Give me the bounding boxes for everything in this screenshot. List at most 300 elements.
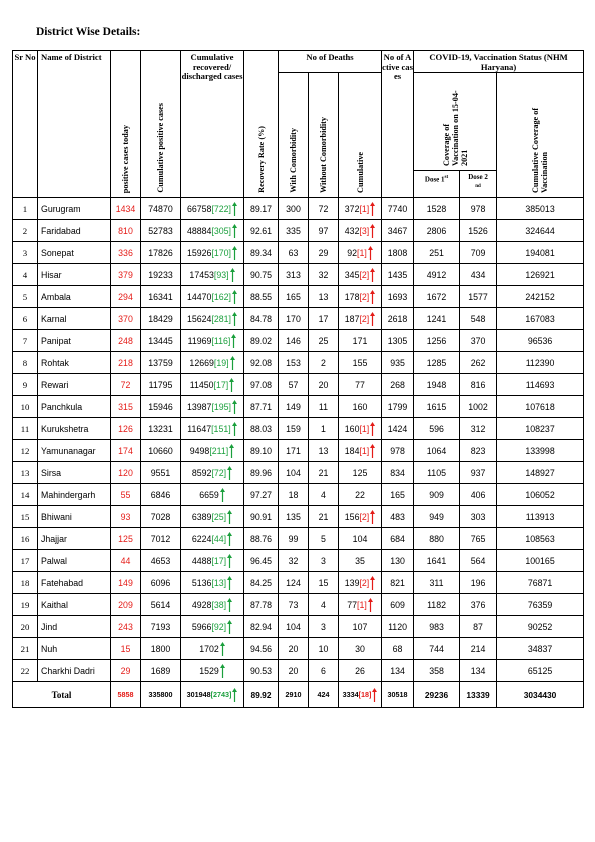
- dose1: 1615: [414, 396, 460, 418]
- cumulative-coverage: 114693: [497, 374, 584, 396]
- header-without-comorbidity: Without Comorbidity: [309, 73, 339, 198]
- cumulative-deaths: 26: [339, 660, 382, 682]
- total-recovered: 301948[2743]: [181, 682, 244, 708]
- cumulative-recovered: 15926[170]: [181, 242, 244, 264]
- dose1: 4912: [414, 264, 460, 286]
- active-cases: 1808: [382, 242, 414, 264]
- active-cases: 935: [382, 352, 414, 374]
- active-cases: 2618: [382, 308, 414, 330]
- district-name: Faridabad: [38, 220, 111, 242]
- recovery-rate: 97.08: [244, 374, 279, 396]
- district-name: Hisar: [38, 264, 111, 286]
- recovery-rate: 88.03: [244, 418, 279, 440]
- cumulative-positive: 6096: [141, 572, 181, 594]
- table-row: [13, 374, 584, 396]
- cumulative-positive: 11795: [141, 374, 181, 396]
- positive-today: 248: [111, 330, 141, 352]
- cumulative-recovered: 5966[92]: [181, 616, 244, 638]
- with-comorbidity: 170: [279, 308, 309, 330]
- dose2: 434: [460, 264, 497, 286]
- total-active: 30518: [382, 682, 414, 708]
- cumulative-coverage: 65125: [497, 660, 584, 682]
- cumulative-deaths: 104: [339, 528, 382, 550]
- table-row: [13, 660, 584, 682]
- dose2: 1526: [460, 220, 497, 242]
- header-district: Name of District: [38, 51, 111, 198]
- with-comorbidity: 335: [279, 220, 309, 242]
- recovery-rate: 84.78: [244, 308, 279, 330]
- cumulative-coverage: 113913: [497, 506, 584, 528]
- page-title: District Wise Details:: [36, 26, 141, 38]
- sr-no: 6: [13, 308, 38, 330]
- cumulative-deaths: 171: [339, 330, 382, 352]
- without-comorbidity: 4: [309, 594, 339, 616]
- active-cases: 609: [382, 594, 414, 616]
- recovery-rate: 89.17: [244, 198, 279, 220]
- sr-no: 19: [13, 594, 38, 616]
- without-comorbidity: 21: [309, 506, 339, 528]
- dose2: 564: [460, 550, 497, 572]
- cumulative-coverage: 96536: [497, 330, 584, 352]
- sr-no: 12: [13, 440, 38, 462]
- dose1: 1285: [414, 352, 460, 374]
- sr-no: 20: [13, 616, 38, 638]
- cumulative-recovered: 13987[195]: [181, 396, 244, 418]
- cumulative-recovered: 11969[116]: [181, 330, 244, 352]
- district-name: Jhajjar: [38, 528, 111, 550]
- sr-no: 18: [13, 572, 38, 594]
- cumulative-recovered: 12669[19]: [181, 352, 244, 374]
- table-row: [13, 506, 584, 528]
- cumulative-coverage: 108563: [497, 528, 584, 550]
- cumulative-deaths: 125: [339, 462, 382, 484]
- cumulative-positive: 13759: [141, 352, 181, 374]
- table-row: [13, 308, 584, 330]
- with-comorbidity: 149: [279, 396, 309, 418]
- active-cases: 1305: [382, 330, 414, 352]
- table-row: [13, 484, 584, 506]
- with-comorbidity: 104: [279, 462, 309, 484]
- with-comorbidity: 313: [279, 264, 309, 286]
- district-name: Yamunanagar: [38, 440, 111, 462]
- sr-no: 21: [13, 638, 38, 660]
- sr-no: 10: [13, 396, 38, 418]
- cumulative-recovered: 4488[17]: [181, 550, 244, 572]
- sr-no: 15: [13, 506, 38, 528]
- district-table: [12, 50, 584, 708]
- without-comorbidity: 17: [309, 308, 339, 330]
- cumulative-positive: 13231: [141, 418, 181, 440]
- table-row: [13, 616, 584, 638]
- total-recovery-rate: 89.92: [244, 682, 279, 708]
- without-comorbidity: 25: [309, 330, 339, 352]
- cumulative-positive: 6846: [141, 484, 181, 506]
- positive-today: 125: [111, 528, 141, 550]
- header-active: No of Active cases: [382, 51, 414, 198]
- cumulative-recovered: 48884[305]: [181, 220, 244, 242]
- with-comorbidity: 57: [279, 374, 309, 396]
- dose1: 1241: [414, 308, 460, 330]
- cumulative-coverage: 194081: [497, 242, 584, 264]
- district-name: Sirsa: [38, 462, 111, 484]
- recovery-rate: 94.56: [244, 638, 279, 660]
- cumulative-recovered: 5136[13]: [181, 572, 244, 594]
- cumulative-deaths: 107: [339, 616, 382, 638]
- total-positive-today: 5858: [111, 682, 141, 708]
- cumulative-deaths: 35: [339, 550, 382, 572]
- recovery-rate: 96.45: [244, 550, 279, 572]
- cumulative-positive: 7028: [141, 506, 181, 528]
- with-comorbidity: 99: [279, 528, 309, 550]
- table-row: [13, 638, 584, 660]
- positive-today: 209: [111, 594, 141, 616]
- cumulative-recovered: 8592[72]: [181, 462, 244, 484]
- cumulative-positive: 5614: [141, 594, 181, 616]
- cumulative-positive: 9551: [141, 462, 181, 484]
- cumulative-deaths: 77: [339, 374, 382, 396]
- cumulative-positive: 7193: [141, 616, 181, 638]
- sr-no: 3: [13, 242, 38, 264]
- district-name: Panipat: [38, 330, 111, 352]
- cumulative-coverage: 324644: [497, 220, 584, 242]
- sr-no: 4: [13, 264, 38, 286]
- with-comorbidity: 135: [279, 506, 309, 528]
- dose2: 823: [460, 440, 497, 462]
- total-deaths: 3334[18]: [339, 682, 382, 708]
- recovery-rate: 90.91: [244, 506, 279, 528]
- cumulative-coverage: 242152: [497, 286, 584, 308]
- header-positive-today: positive cases today: [111, 51, 141, 198]
- sr-no: 5: [13, 286, 38, 308]
- cumulative-deaths: 187[2]: [339, 308, 382, 330]
- sr-no: 14: [13, 484, 38, 506]
- cumulative-recovered: 6389[25]: [181, 506, 244, 528]
- district-name: Rewari: [38, 374, 111, 396]
- table-row: [13, 198, 584, 220]
- cumulative-coverage: 76871: [497, 572, 584, 594]
- positive-today: 93: [111, 506, 141, 528]
- without-comorbidity: 5: [309, 528, 339, 550]
- district-name: Sonepat: [38, 242, 111, 264]
- total-row: [13, 682, 584, 708]
- without-comorbidity: 13: [309, 440, 339, 462]
- active-cases: 1799: [382, 396, 414, 418]
- dose1: 744: [414, 638, 460, 660]
- dose2: 937: [460, 462, 497, 484]
- cumulative-deaths: 30: [339, 638, 382, 660]
- positive-today: 294: [111, 286, 141, 308]
- cumulative-recovered: 11450[17]: [181, 374, 244, 396]
- dose1: 2806: [414, 220, 460, 242]
- cumulative-positive: 19233: [141, 264, 181, 286]
- dose2: 376: [460, 594, 497, 616]
- cumulative-recovered: 1702: [181, 638, 244, 660]
- total-with-comorbidity: 2910: [279, 682, 309, 708]
- with-comorbidity: 159: [279, 418, 309, 440]
- positive-today: 149: [111, 572, 141, 594]
- sr-no: 1: [13, 198, 38, 220]
- dose2: 303: [460, 506, 497, 528]
- cumulative-deaths: 160[1]: [339, 418, 382, 440]
- cumulative-recovered: 6659: [181, 484, 244, 506]
- sr-no: 9: [13, 374, 38, 396]
- sr-no: 17: [13, 550, 38, 572]
- recovery-rate: 89.10: [244, 440, 279, 462]
- header-cumulative-coverage: Cumulative Coverage of Vaccination: [497, 73, 584, 198]
- dose1: 251: [414, 242, 460, 264]
- table-row: [13, 352, 584, 374]
- without-comorbidity: 6: [309, 660, 339, 682]
- district-name: Panchkula: [38, 396, 111, 418]
- cumulative-positive: 7012: [141, 528, 181, 550]
- recovery-rate: 90.75: [244, 264, 279, 286]
- cumulative-deaths: 178[2]: [339, 286, 382, 308]
- sr-no: 22: [13, 660, 38, 682]
- cumulative-recovered: 6224[44]: [181, 528, 244, 550]
- cumulative-recovered: 66758[722]: [181, 198, 244, 220]
- total-dose1: 29236: [414, 682, 460, 708]
- without-comorbidity: 15: [309, 572, 339, 594]
- cumulative-deaths: 432[3]: [339, 220, 382, 242]
- dose1: 596: [414, 418, 460, 440]
- positive-today: 810: [111, 220, 141, 242]
- active-cases: 1693: [382, 286, 414, 308]
- dose2: 1002: [460, 396, 497, 418]
- without-comorbidity: 3: [309, 550, 339, 572]
- recovery-rate: 97.27: [244, 484, 279, 506]
- positive-today: 218: [111, 352, 141, 374]
- cumulative-positive: 10660: [141, 440, 181, 462]
- header-deaths-group: No of Deaths: [279, 51, 382, 73]
- table-row: [13, 396, 584, 418]
- table-row: [13, 418, 584, 440]
- table-row: [13, 594, 584, 616]
- cumulative-coverage: 148927: [497, 462, 584, 484]
- recovery-rate: 88.55: [244, 286, 279, 308]
- cumulative-coverage: 34837: [497, 638, 584, 660]
- cumulative-positive: 74870: [141, 198, 181, 220]
- total-coverage: 3034430: [497, 682, 584, 708]
- without-comorbidity: 97: [309, 220, 339, 242]
- dose2: 134: [460, 660, 497, 682]
- district-name: Kurukshetra: [38, 418, 111, 440]
- positive-today: 379: [111, 264, 141, 286]
- dose1: 1948: [414, 374, 460, 396]
- dose1: 1064: [414, 440, 460, 462]
- without-comorbidity: 72: [309, 198, 339, 220]
- cumulative-coverage: 106052: [497, 484, 584, 506]
- table-row: [13, 440, 584, 462]
- cumulative-positive: 1689: [141, 660, 181, 682]
- active-cases: 130: [382, 550, 414, 572]
- with-comorbidity: 300: [279, 198, 309, 220]
- cumulative-recovered: 11647[151]: [181, 418, 244, 440]
- dose2: 709: [460, 242, 497, 264]
- cumulative-coverage: 167083: [497, 308, 584, 330]
- dose2: 406: [460, 484, 497, 506]
- with-comorbidity: 20: [279, 660, 309, 682]
- cumulative-deaths: 345[2]: [339, 264, 382, 286]
- table-row: [13, 264, 584, 286]
- district-name: Mahindergarh: [38, 484, 111, 506]
- cumulative-coverage: 90252: [497, 616, 584, 638]
- dose1: 1105: [414, 462, 460, 484]
- without-comorbidity: 1: [309, 418, 339, 440]
- without-comorbidity: 21: [309, 462, 339, 484]
- with-comorbidity: 73: [279, 594, 309, 616]
- total-cumulative-positive: 335800: [141, 682, 181, 708]
- header-cumulative-recovered: Cumulative recovered/ discharged cases: [181, 51, 244, 198]
- active-cases: 1435: [382, 264, 414, 286]
- active-cases: 684: [382, 528, 414, 550]
- dose1: 909: [414, 484, 460, 506]
- with-comorbidity: 146: [279, 330, 309, 352]
- without-comorbidity: 4: [309, 484, 339, 506]
- cumulative-deaths: 77[1]: [339, 594, 382, 616]
- cumulative-recovered: 15624[281]: [181, 308, 244, 330]
- cumulative-positive: 4653: [141, 550, 181, 572]
- table-row: [13, 330, 584, 352]
- positive-today: 1434: [111, 198, 141, 220]
- cumulative-recovered: 1529: [181, 660, 244, 682]
- dose2: 548: [460, 308, 497, 330]
- dose2: 816: [460, 374, 497, 396]
- cumulative-positive: 18429: [141, 308, 181, 330]
- header-coverage-date: Coverage of Vaccination on 15-04-2021: [414, 73, 497, 171]
- table-row: [13, 220, 584, 242]
- dose2: 1577: [460, 286, 497, 308]
- total-label: Total: [13, 682, 111, 708]
- district-name: Karnal: [38, 308, 111, 330]
- dose2: 214: [460, 638, 497, 660]
- recovery-rate: 82.94: [244, 616, 279, 638]
- recovery-rate: 84.25: [244, 572, 279, 594]
- active-cases: 1120: [382, 616, 414, 638]
- with-comorbidity: 63: [279, 242, 309, 264]
- active-cases: 68: [382, 638, 414, 660]
- district-name: Jind: [38, 616, 111, 638]
- dose1: 1528: [414, 198, 460, 220]
- positive-today: 55: [111, 484, 141, 506]
- dose2: 196: [460, 572, 497, 594]
- recovery-rate: 89.96: [244, 462, 279, 484]
- without-comorbidity: 29: [309, 242, 339, 264]
- dose2: 312: [460, 418, 497, 440]
- positive-today: 336: [111, 242, 141, 264]
- dose1: 1641: [414, 550, 460, 572]
- positive-today: 126: [111, 418, 141, 440]
- cumulative-coverage: 126921: [497, 264, 584, 286]
- cumulative-positive: 13445: [141, 330, 181, 352]
- dose1: 949: [414, 506, 460, 528]
- cumulative-coverage: 107618: [497, 396, 584, 418]
- dose2: 765: [460, 528, 497, 550]
- dose1: 880: [414, 528, 460, 550]
- positive-today: 15: [111, 638, 141, 660]
- with-comorbidity: 20: [279, 638, 309, 660]
- header-cumulative-positive: Cumulative positive cases: [141, 51, 181, 198]
- sr-no: 8: [13, 352, 38, 374]
- positive-today: 370: [111, 308, 141, 330]
- dose1: 358: [414, 660, 460, 682]
- cumulative-deaths: 156[2]: [339, 506, 382, 528]
- cumulative-coverage: 133998: [497, 440, 584, 462]
- cumulative-positive: 17826: [141, 242, 181, 264]
- table-row: [13, 550, 584, 572]
- dose2: 370: [460, 330, 497, 352]
- cumulative-recovered: 4928[38]: [181, 594, 244, 616]
- with-comorbidity: 171: [279, 440, 309, 462]
- cumulative-positive: 52783: [141, 220, 181, 242]
- dose2: 87: [460, 616, 497, 638]
- district-name: Palwal: [38, 550, 111, 572]
- header-with-comorbidity: With Comorbidity: [279, 73, 309, 198]
- cumulative-deaths: 92[1]: [339, 242, 382, 264]
- cumulative-deaths: 22: [339, 484, 382, 506]
- table-row: [13, 462, 584, 484]
- without-comorbidity: 32: [309, 264, 339, 286]
- recovery-rate: 92.08: [244, 352, 279, 374]
- active-cases: 7740: [382, 198, 414, 220]
- total-without-comorbidity: 424: [309, 682, 339, 708]
- positive-today: 29: [111, 660, 141, 682]
- active-cases: 165: [382, 484, 414, 506]
- without-comorbidity: 13: [309, 286, 339, 308]
- cumulative-deaths: 372[1]: [339, 198, 382, 220]
- without-comorbidity: 11: [309, 396, 339, 418]
- dose1: 1672: [414, 286, 460, 308]
- cumulative-coverage: 108237: [497, 418, 584, 440]
- active-cases: 483: [382, 506, 414, 528]
- recovery-rate: 87.78: [244, 594, 279, 616]
- table-row: [13, 242, 584, 264]
- active-cases: 1424: [382, 418, 414, 440]
- district-name: Kaithal: [38, 594, 111, 616]
- cumulative-coverage: 76359: [497, 594, 584, 616]
- active-cases: 978: [382, 440, 414, 462]
- with-comorbidity: 165: [279, 286, 309, 308]
- cumulative-positive: 1800: [141, 638, 181, 660]
- positive-today: 243: [111, 616, 141, 638]
- recovery-rate: 87.71: [244, 396, 279, 418]
- with-comorbidity: 18: [279, 484, 309, 506]
- with-comorbidity: 124: [279, 572, 309, 594]
- cumulative-recovered: 14470[162]: [181, 286, 244, 308]
- header-dose2: Dose 2 $^{nd}$: [460, 170, 497, 197]
- active-cases: 834: [382, 462, 414, 484]
- sr-no: 2: [13, 220, 38, 242]
- without-comorbidity: 10: [309, 638, 339, 660]
- cumulative-deaths: 139[2]: [339, 572, 382, 594]
- district-name: Charkhi Dadri: [38, 660, 111, 682]
- with-comorbidity: 104: [279, 616, 309, 638]
- table-row: [13, 572, 584, 594]
- dose1: 983: [414, 616, 460, 638]
- cumulative-deaths: 155: [339, 352, 382, 374]
- district-name: Rohtak: [38, 352, 111, 374]
- district-name: Fatehabad: [38, 572, 111, 594]
- dose2: 978: [460, 198, 497, 220]
- district-name: Bhiwani: [38, 506, 111, 528]
- cumulative-positive: 15946: [141, 396, 181, 418]
- total-dose2: 13339: [460, 682, 497, 708]
- positive-today: 120: [111, 462, 141, 484]
- without-comorbidity: 20: [309, 374, 339, 396]
- positive-today: 174: [111, 440, 141, 462]
- positive-today: 44: [111, 550, 141, 572]
- dose1: 1182: [414, 594, 460, 616]
- table-row: [13, 286, 584, 308]
